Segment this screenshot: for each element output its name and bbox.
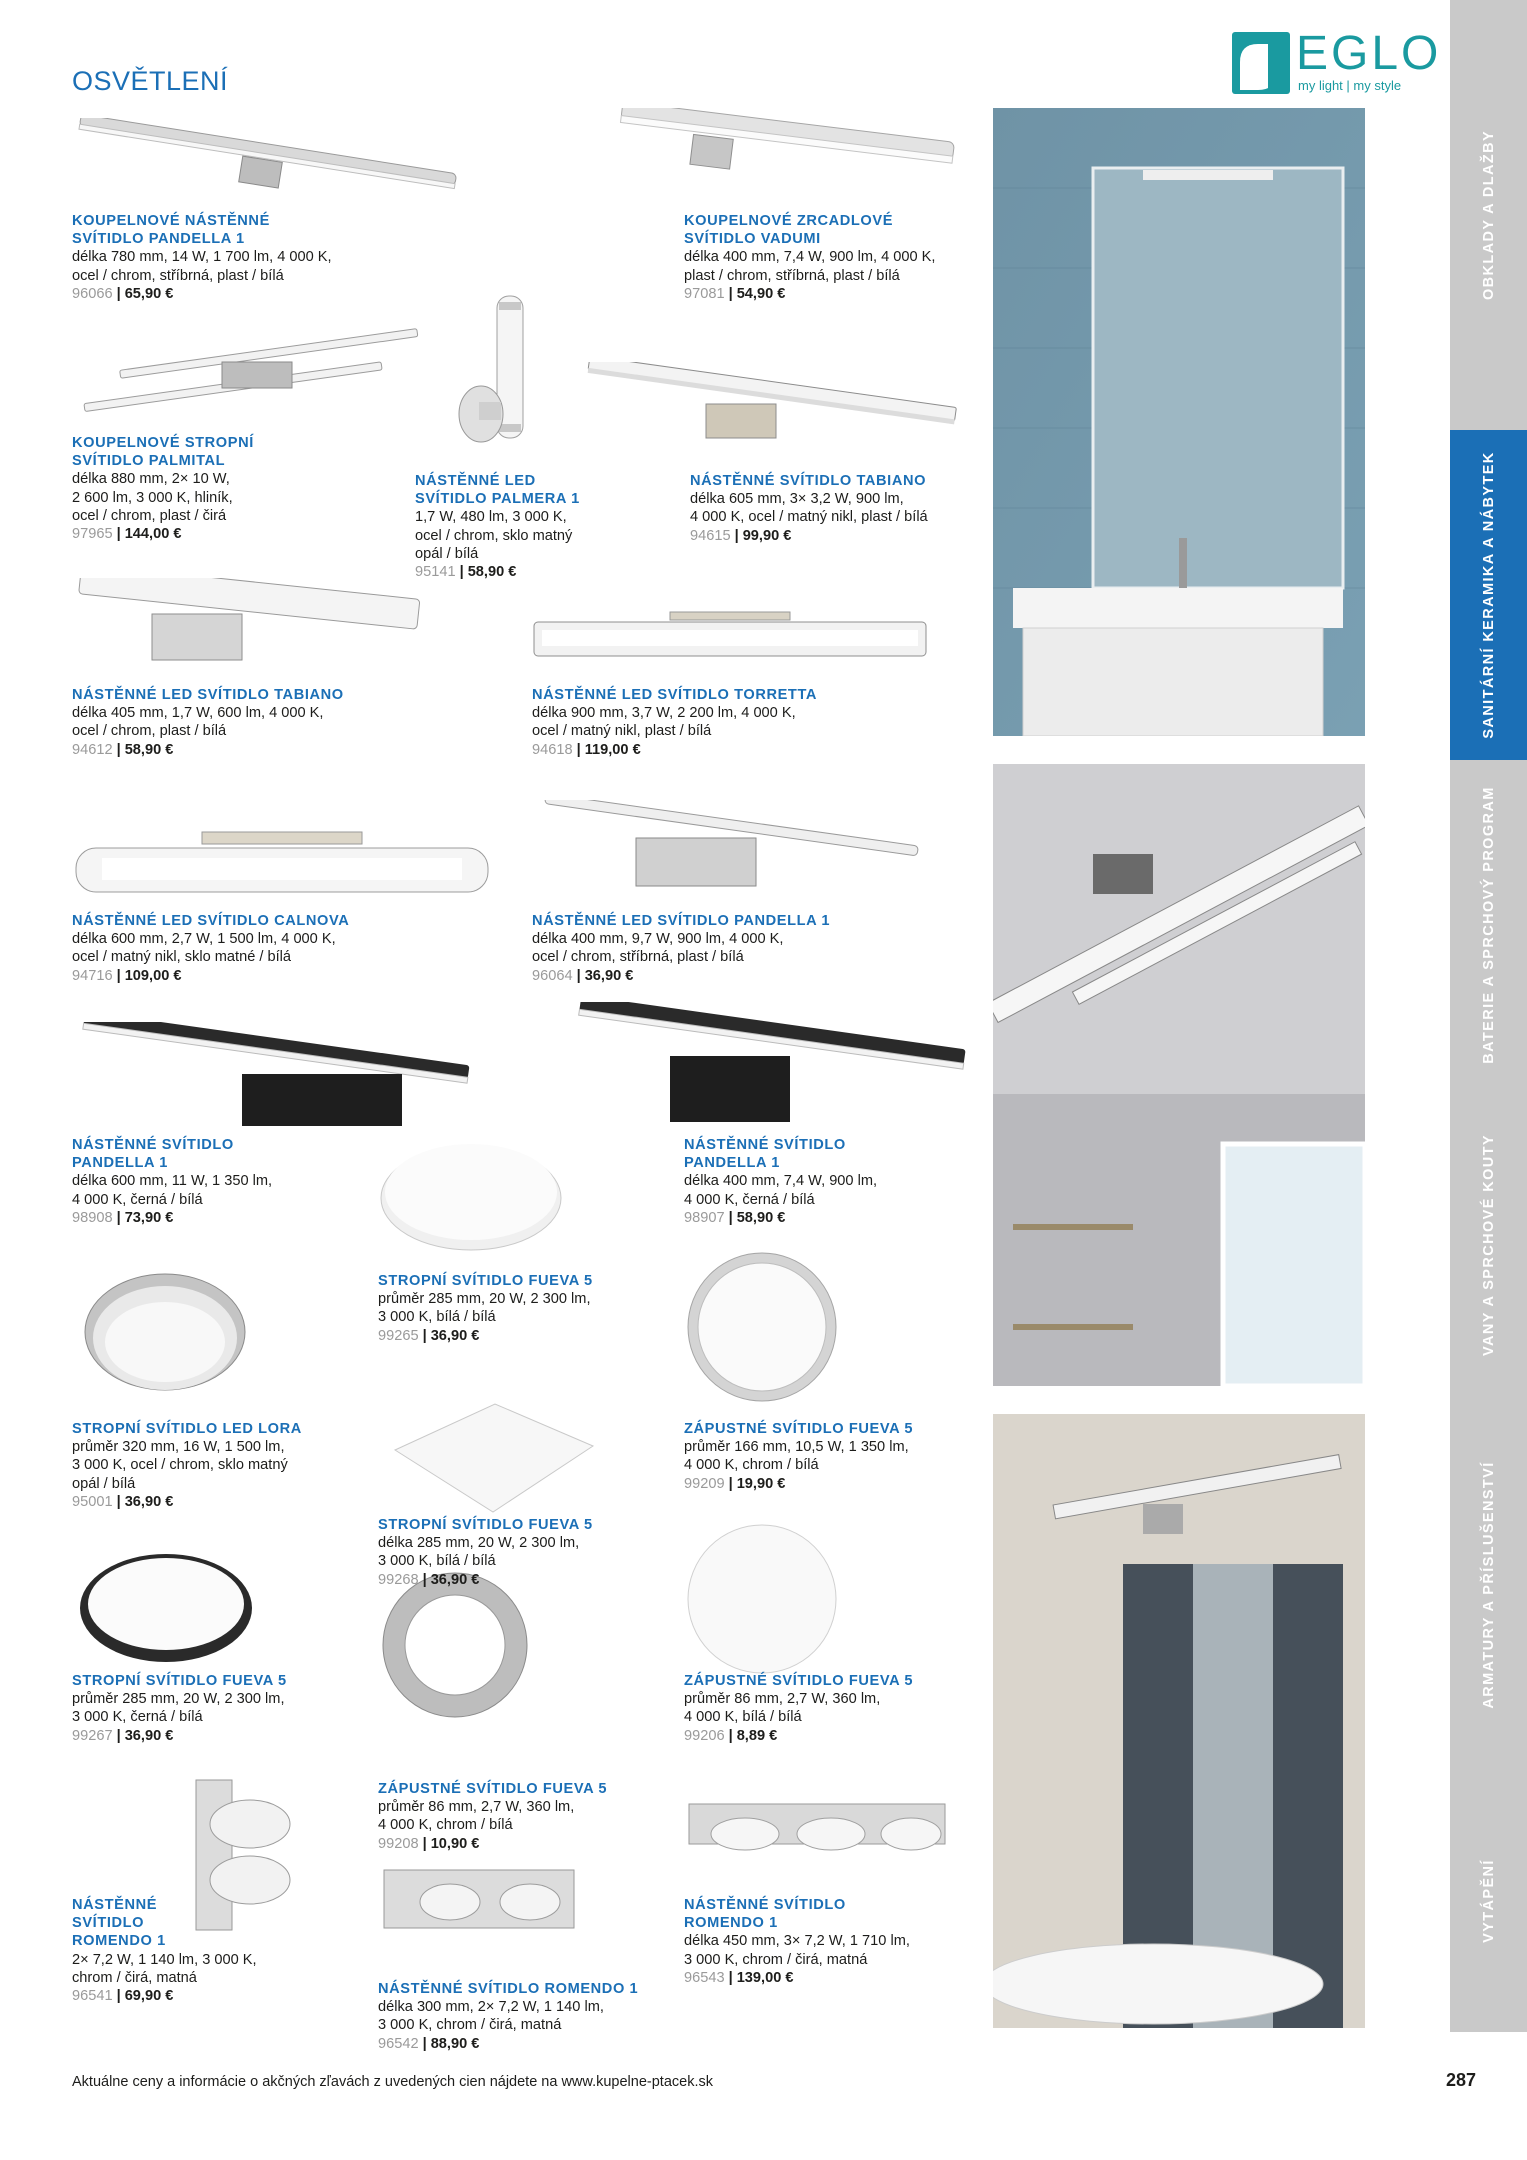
product-name: NÁSTĚNNÉ SVÍTIDLO ROMENDO 1 (684, 1897, 846, 1932)
product-price: 65,90 € (124, 285, 174, 302)
product-description: délka 450 mm, 3× 7,2 W, 1 710 lm, 3 000 K, chrom / čirá, matná (684, 1933, 910, 1968)
product-price: 69,90 € (124, 1988, 174, 2005)
footer-note: Aktuálne ceny a informácie o akčných zľavách z uvedených cien nájdete na www.kupelne-ptacek.sk (72, 2074, 713, 2090)
product-code: 94618 (532, 741, 573, 758)
product-price: 58,90 € (124, 741, 174, 758)
product-price: 8,89 € (736, 1727, 778, 1744)
product-code: 96543 (684, 1969, 725, 1986)
product-image-pandella-400-chrome (536, 800, 926, 900)
brand-tagline: my light | my style (1298, 78, 1402, 93)
product-romendo-96543: NÁSTĚNNÉ SVÍTIDLO ROMENDO 1 délka 450 mm, 3× 7,2 W, 1 710 lm, 3 000 K, chrom / čirá, matná 96543 | 139,00 € (684, 1897, 910, 1986)
product-description: délka 780 mm, 14 W, 1 700 lm, 4 000 K, ocel / chrom, stříbrná, plast / bílá (72, 249, 332, 284)
product-price: 10,90 € (430, 1835, 480, 1852)
product-price: 139,00 € (736, 1969, 794, 1986)
product-code: 99209 (684, 1475, 725, 1492)
brand-logo (1232, 27, 1442, 98)
brand-logo-mark (1232, 32, 1290, 94)
product-image-vadumi (612, 108, 962, 198)
product-code: 99268 (378, 1571, 419, 1588)
product-name: NÁSTĚNNÉ LED SVÍTIDLO TABIANO (72, 687, 344, 703)
page-title: OSVĚTLENÍ (72, 66, 229, 96)
product-name: NÁSTĚNNÉ LED SVÍTIDLO PALMERA 1 (415, 473, 580, 508)
page-number: 287 (1446, 2070, 1477, 2090)
product-palmital: KOUPELNOVÉ STROPNÍ SVÍTIDLO PALMITAL délka 880 mm, 2× 10 W, 2 600 lm, 3 000 K, hliník, ocel / chrom, plast / čirá 97965 | 144,00 € (72, 435, 254, 543)
product-price: 144,00 € (124, 526, 182, 543)
product-torretta: NÁSTĚNNÉ LED SVÍTIDLO TORRETTA délka 900 mm, 3,7 W, 2 200 lm, 4 000 K, ocel / matný nikl, plast / bílá 94618 | 119,00 € (532, 687, 818, 758)
product-code: 96064 (532, 967, 573, 984)
product-code: 98908 (72, 1209, 113, 1226)
product-description: délka 400 mm, 7,4 W, 900 lm, 4 000 K, černá / bílá (684, 1173, 878, 1208)
sidebar-item-baterie[interactable]: BATERIE A SPRCHOVÝ PROGRAM (1480, 786, 1497, 1064)
product-name: KOUPELNOVÉ NÁSTĚNNÉ SVÍTIDLO PANDELLA 1 (72, 213, 270, 248)
product-name: STROPNÍ SVÍTIDLO FUEVA 5 (378, 1517, 593, 1533)
sidebar-item-vytapeni[interactable]: VYTÁPĚNÍ (1480, 1859, 1497, 1943)
product-image-palmera (455, 292, 550, 452)
product-image-pandella-780 (72, 118, 462, 208)
sidebar-item-obklady[interactable]: OBKLADY A DLAŽBY (1480, 129, 1497, 301)
sidebar-item-vany[interactable]: VANY A SPRCHOVÉ KOUTY (1480, 1134, 1497, 1356)
product-price: 36,90 € (430, 1327, 480, 1344)
product-description: délka 405 mm, 1,7 W, 600 lm, 4 000 K, ocel / chrom, plast / bílá (72, 705, 324, 740)
product-code: 94612 (72, 741, 113, 758)
product-image-pandella-600-black (72, 1022, 472, 1132)
product-code: 96541 (72, 1988, 113, 2005)
product-image-fueva-white-round (376, 1134, 566, 1254)
product-image-fueva-black-round (76, 1548, 256, 1666)
product-image-fueva-square (385, 1400, 600, 1520)
product-palmera: NÁSTĚNNÉ LED SVÍTIDLO PALMERA 1 1,7 W, 480 lm, 3 000 K, ocel / chrom, sklo matný opál / bílá 95141 | 58,90 € (415, 473, 580, 581)
product-description: 1,7 W, 480 lm, 3 000 K, ocel / chrom, sklo matný opál / bílá (415, 509, 573, 562)
product-description: délka 600 mm, 2,7 W, 1 500 lm, 4 000 K, ocel / matný nikl, sklo matné / bílá (72, 931, 336, 966)
product-romendo-96541: NÁSTĚNNÉ SVÍTIDLO ROMENDO 1 2× 7,2 W, 1 140 lm, 3 000 K, chrom / čirá, matná 96541 | 69,90 € (72, 1897, 257, 2005)
product-lora: STROPNÍ SVÍTIDLO LED LORA průměr 320 mm, 16 W, 1 500 lm, 3 000 K, ocel / chrom, sklo matný opál / bílá 95001 | 36,90 € (72, 1421, 302, 1510)
product-pandella-400-chrome: NÁSTĚNNÉ LED SVÍTIDLO PANDELLA 1 délka 400 mm, 9,7 W, 900 lm, 4 000 K, ocel / chrom, stříbrná, plast / bílá 96064 | 36,90 € (532, 913, 831, 984)
product-image-tabiano-405 (72, 578, 432, 678)
product-price: 36,90 € (124, 1493, 174, 1510)
product-romendo-96542: NÁSTĚNNÉ SVÍTIDLO ROMENDO 1 délka 300 mm, 2× 7,2 W, 1 140 lm, 3 000 K, chrom / čirá, matná 96542 | 88,90 € (378, 1981, 639, 2052)
product-name: ZÁPUSTNÉ SVÍTIDLO FUEVA 5 (684, 1421, 914, 1437)
product-image-lora (80, 1266, 250, 1396)
product-name: NÁSTĚNNÉ SVÍTIDLO ROMENDO 1 (378, 1981, 639, 1997)
product-code: 99206 (684, 1727, 725, 1744)
product-fueva-99268: STROPNÍ SVÍTIDLO FUEVA 5 délka 285 mm, 20 W, 2 300 lm, 3 000 K, bílá / bílá 99268 | 36,90 € (378, 1517, 593, 1588)
bathroom-mirror-photo (993, 108, 1365, 736)
product-fueva-99267: STROPNÍ SVÍTIDLO FUEVA 5 průměr 285 mm, 20 W, 2 300 lm, 3 000 K, černá / bílá 99267 | 36,90 € (72, 1673, 287, 1744)
product-price: 58,90 € (736, 1209, 786, 1226)
product-price: 54,90 € (736, 285, 786, 302)
product-name: NÁSTĚNNÉ SVÍTIDLO PANDELLA 1 (72, 1137, 234, 1172)
product-code: 99208 (378, 1835, 419, 1852)
product-pandella-600-black: NÁSTĚNNÉ SVÍTIDLO PANDELLA 1 délka 600 mm, 11 W, 1 350 lm, 4 000 K, černá / bílá 98908 | 73,90 € (72, 1137, 273, 1226)
product-image-fueva-recessed-166 (685, 1250, 840, 1405)
product-fueva-99265: STROPNÍ SVÍTIDLO FUEVA 5 průměr 285 mm, 20 W, 2 300 lm, 3 000 K, bílá / bílá 99265 | 36,90 € (378, 1273, 593, 1344)
product-code: 99265 (378, 1327, 419, 1344)
category-sidebar (1450, 0, 1527, 2032)
product-description: průměr 320 mm, 16 W, 1 500 lm, 3 000 K, ocel / chrom, sklo matný opál / bílá (72, 1439, 288, 1492)
product-name: ZÁPUSTNÉ SVÍTIDLO FUEVA 5 (378, 1781, 608, 1797)
bathroom-wall-light-photo (993, 1414, 1365, 2028)
product-description: délka 400 mm, 7,4 W, 900 lm, 4 000 K, plast / chrom, stříbrná, plast / bílá (684, 249, 936, 284)
product-name: STROPNÍ SVÍTIDLO LED LORA (72, 1421, 302, 1437)
brand-name: EGLO (1296, 27, 1442, 80)
product-description: délka 400 mm, 9,7 W, 900 lm, 4 000 K, ocel / chrom, stříbrná, plast / bílá (532, 931, 784, 966)
product-vadumi: KOUPELNOVÉ ZRCADLOVÉ SVÍTIDLO VADUMI délka 400 mm, 7,4 W, 900 lm, 4 000 K, plast / chrom, stříbrná, plast / bílá 97081 | 54,90 € (684, 213, 936, 302)
product-code: 99267 (72, 1727, 113, 1744)
product-description: délka 285 mm, 20 W, 2 300 lm, 3 000 K, bílá / bílá (378, 1535, 580, 1570)
product-code: 98907 (684, 1209, 725, 1226)
product-price: 99,90 € (742, 527, 792, 544)
product-name: NÁSTĚNNÉ SVÍTIDLO PANDELLA 1 (684, 1137, 846, 1172)
product-price: 36,90 € (124, 1727, 174, 1744)
product-description: průměr 86 mm, 2,7 W, 360 lm, 4 000 K, chrom / bílá (378, 1799, 575, 1834)
product-fueva-99208: ZÁPUSTNÉ SVÍTIDLO FUEVA 5 průměr 86 mm, 2,7 W, 360 lm, 4 000 K, chrom / bílá 99208 | 10,90 € (378, 1781, 608, 1852)
product-code: 96542 (378, 2035, 419, 2052)
product-description: 2× 7,2 W, 1 140 lm, 3 000 K, chrom / čirá, matná (72, 1951, 257, 1986)
product-pandella-780: KOUPELNOVÉ NÁSTĚNNÉ SVÍTIDLO PANDELLA 1 délka 780 mm, 14 W, 1 700 lm, 4 000 K, ocel / chrom, stříbrná, plast / bílá 96066 | 65,90 € (72, 213, 332, 302)
product-image-fueva-recessed-white (685, 1522, 840, 1677)
product-image-tabiano-605 (578, 362, 968, 462)
product-name: KOUPELNOVÉ STROPNÍ SVÍTIDLO PALMITAL (72, 435, 254, 470)
product-name: NÁSTĚNNÉ LED SVÍTIDLO PANDELLA 1 (532, 913, 831, 929)
product-code: 94716 (72, 967, 113, 984)
product-tabiano-605: NÁSTĚNNÉ SVÍTIDLO TABIANO délka 605 mm, 3× 3,2 W, 900 lm, 4 000 K, ocel / matný nikl, plast / bílá 94615 | 99,90 € (690, 473, 928, 544)
product-description: délka 300 mm, 2× 7,2 W, 1 140 lm, 3 000 K, chrom / čirá, matná (378, 1999, 604, 2034)
product-code: 97081 (684, 285, 725, 302)
product-price: 88,90 € (430, 2035, 480, 2052)
ceiling-light-photo (993, 764, 1365, 1386)
product-image-palmital (72, 328, 432, 428)
product-fueva-99209: ZÁPUSTNÉ SVÍTIDLO FUEVA 5 průměr 166 mm, 10,5 W, 1 350 lm, 4 000 K, chrom / bílá 99209 | 19,90 € (684, 1421, 914, 1492)
product-name: NÁSTĚNNÉ SVÍTIDLO ROMENDO 1 (72, 1897, 166, 1950)
product-tabiano-405: NÁSTĚNNÉ LED SVÍTIDLO TABIANO délka 405 mm, 1,7 W, 600 lm, 4 000 K, ocel / chrom, plast / bílá 94612 | 58,90 € (72, 687, 344, 758)
product-name: ZÁPUSTNÉ SVÍTIDLO FUEVA 5 (684, 1673, 914, 1689)
sidebar-item-armatury[interactable]: ARMATURY A PŘÍSLUŠENSTVÍ (1480, 1461, 1497, 1709)
product-image-pandella-400-black (568, 1002, 968, 1122)
product-code: 95141 (415, 564, 456, 581)
product-fueva-99206: ZÁPUSTNÉ SVÍTIDLO FUEVA 5 průměr 86 mm, 2,7 W, 360 lm, 4 000 K, bílá / bílá 99206 | 8,89 € (684, 1673, 914, 1744)
product-name: NÁSTĚNNÉ LED SVÍTIDLO CALNOVA (72, 913, 350, 929)
product-description: průměr 86 mm, 2,7 W, 360 lm, 4 000 K, bílá / bílá (684, 1691, 881, 1726)
product-image-romendo-300 (380, 1862, 580, 1942)
product-name: STROPNÍ SVÍTIDLO FUEVA 5 (72, 1673, 287, 1689)
product-description: délka 880 mm, 2× 10 W, 2 600 lm, 3 000 K, hliník, ocel / chrom, plast / čirá (72, 471, 233, 524)
product-price: 119,00 € (584, 741, 641, 758)
product-description: průměr 285 mm, 20 W, 2 300 lm, 3 000 K, bílá / bílá (378, 1291, 591, 1326)
product-price: 36,90 € (584, 967, 634, 984)
product-price: 73,90 € (124, 1209, 174, 1226)
product-image-romendo-450 (685, 1790, 950, 1860)
sidebar-item-sanitarni-keramika[interactable]: SANITÁRNÍ KERAMIKA A NÁBYTEK (1450, 430, 1527, 760)
product-price: 109,00 € (124, 967, 182, 984)
product-image-torretta (530, 608, 930, 668)
product-price: 58,90 € (467, 564, 517, 581)
product-name: STROPNÍ SVÍTIDLO FUEVA 5 (378, 1273, 593, 1289)
product-code: 94615 (690, 527, 731, 544)
product-description: délka 900 mm, 3,7 W, 2 200 lm, 4 000 K, ocel / matný nikl, plast / bílá (532, 705, 796, 740)
product-price: 36,90 € (430, 1571, 480, 1588)
product-code: 96066 (72, 285, 113, 302)
product-name: NÁSTĚNNÉ SVÍTIDLO TABIANO (690, 473, 927, 489)
product-description: délka 600 mm, 11 W, 1 350 lm, 4 000 K, černá / bílá (72, 1173, 273, 1208)
product-description: průměr 285 mm, 20 W, 2 300 lm, 3 000 K, černá / bílá (72, 1691, 285, 1726)
product-code: 95001 (72, 1493, 113, 1510)
product-description: průměr 166 mm, 10,5 W, 1 350 lm, 4 000 K, chrom / bílá (684, 1439, 909, 1474)
product-image-calnova (72, 828, 492, 908)
product-pandella-400-black: NÁSTĚNNÉ SVÍTIDLO PANDELLA 1 délka 400 mm, 7,4 W, 900 lm, 4 000 K, černá / bílá 98907 | 58,90 € (684, 1137, 878, 1226)
product-image-fueva-recessed-chrome (380, 1570, 530, 1720)
product-price: 19,90 € (736, 1475, 786, 1492)
product-name: NÁSTĚNNÉ LED SVÍTIDLO TORRETTA (532, 687, 818, 703)
product-description: délka 605 mm, 3× 3,2 W, 900 lm, 4 000 K, ocel / matný nikl, plast / bílá (690, 491, 928, 526)
product-code: 97965 (72, 526, 113, 543)
product-name: KOUPELNOVÉ ZRCADLOVÉ SVÍTIDLO VADUMI (684, 213, 894, 248)
product-calnova: NÁSTĚNNÉ LED SVÍTIDLO CALNOVA délka 600 mm, 2,7 W, 1 500 lm, 4 000 K, ocel / matný nikl, sklo matné / bílá 94716 | 109,00 € (72, 913, 350, 984)
